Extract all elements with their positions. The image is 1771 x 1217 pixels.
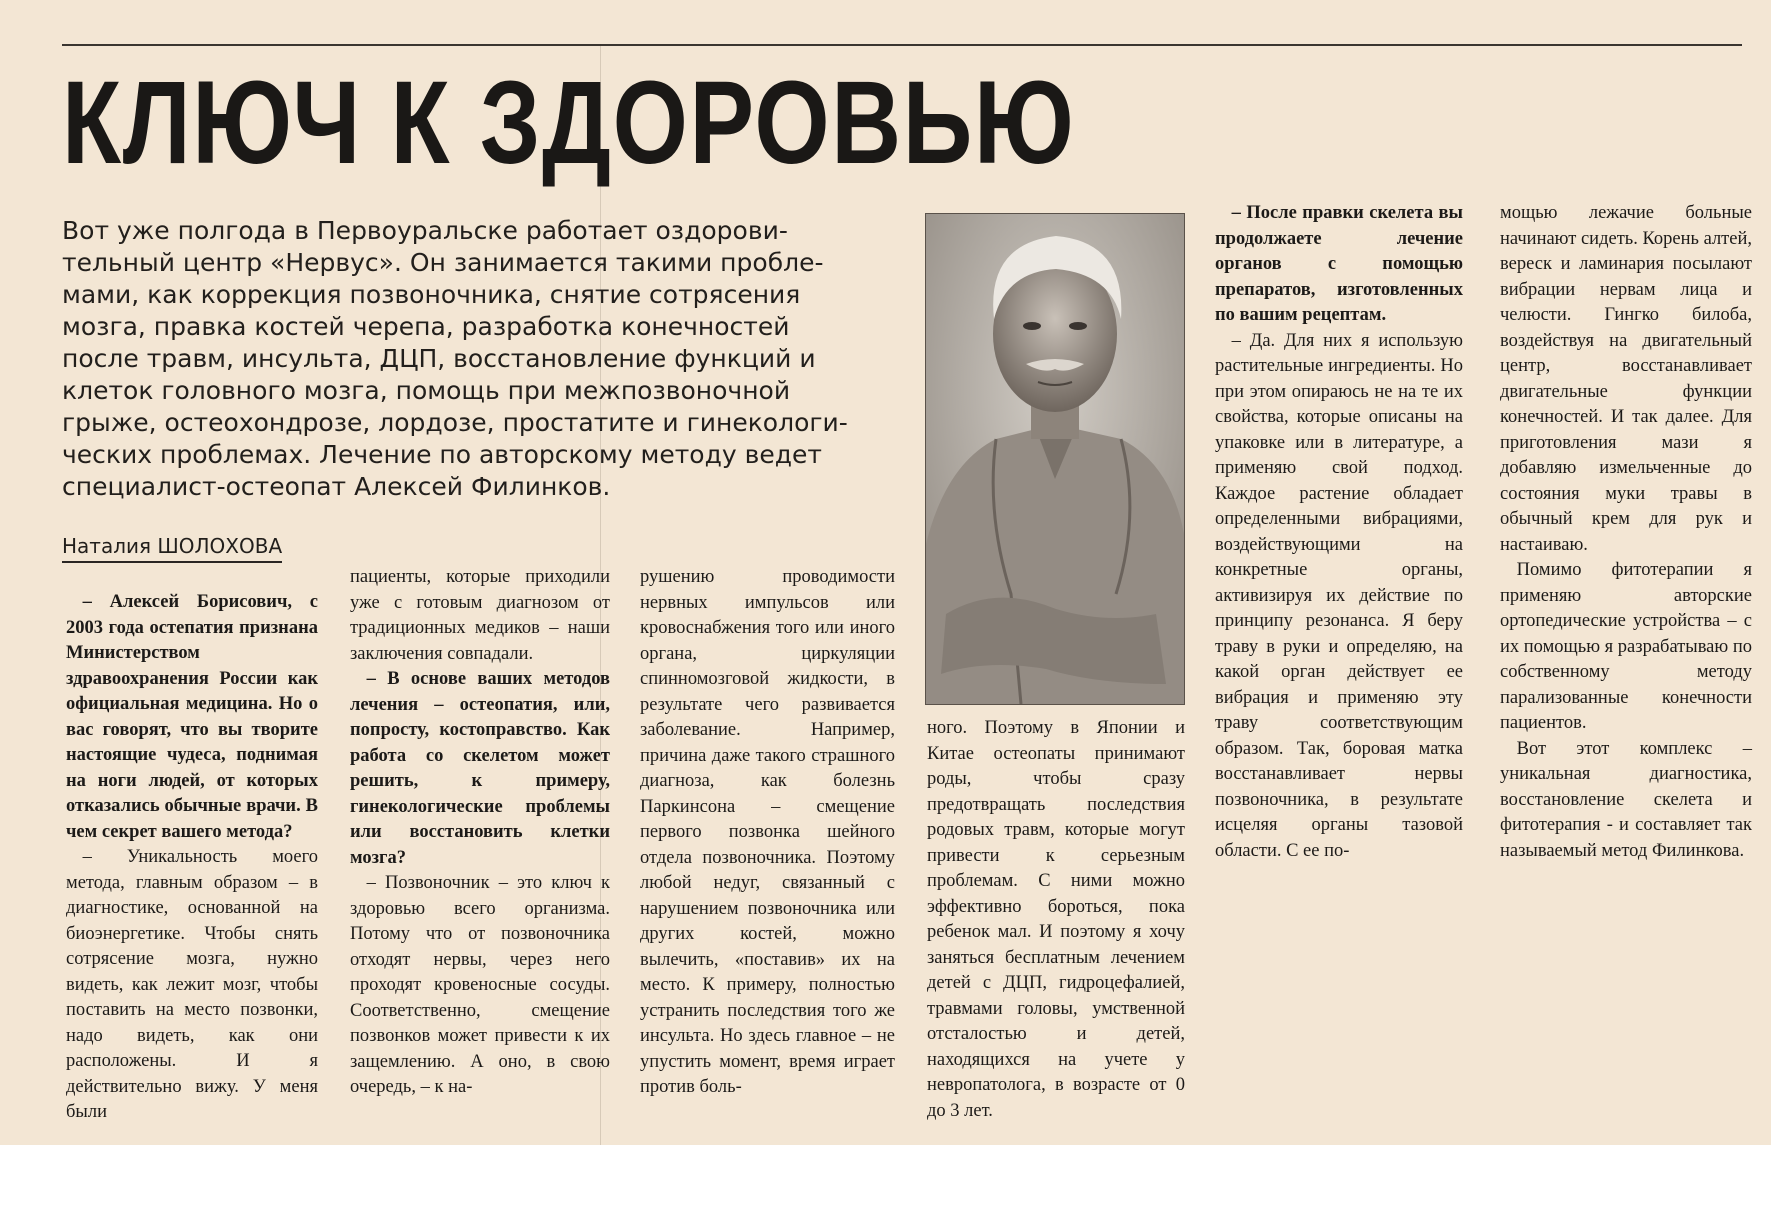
column-1 <box>66 590 318 1126</box>
lead-line: грыже, остеохондрозе, лордозе, простатите и гинекологи- <box>62 408 848 437</box>
column-3 <box>640 565 895 1101</box>
lead-line: ческих проблемах. Лечение по авторскому методу ведет <box>62 440 822 469</box>
lead-paragraph <box>62 215 902 503</box>
lead-line: Вот уже полгода в Первоуральске работает оздорови- <box>62 216 788 245</box>
interview-answer: мощью лежачие больные начинают сидеть. Корень алтей, вереск и ламинария посылают вибрации нервам лица и челюсти. Гингко билоба, воздействуя на двигательный центр, восстанавливает двигательные функции конечностей. И так далее. Для приготовления мази я добавляю измельченные до состояния муки травы в обычный крем для рук и настаиваю. <box>1500 203 1752 555</box>
lead-line: специалист-остеопат Алексей Филинков. <box>62 472 611 501</box>
top-rule <box>62 44 1742 46</box>
interview-answer: Помимо фитотерапии я применяю авторские ортопедические устройства – с их помощью я разрабатываю по собственному методу парализованные конечности пациентов. <box>1500 560 1752 733</box>
headline: КЛЮЧ К ЗДОРОВЬЮ <box>62 57 1076 189</box>
interview-answer: рушению проводимости нервных импульсов или кровоснабжения того или иного органа, циркуляции спинномозговой жидкости, в результате чего развивается заболевание. Например, причина даже такого страшного диагноза, как болезнь Паркинсона – смещение первого позвонка шейного отдела позвоночника. Поэтому любой недуг, связанный с нарушением позвоночника или других костей, можно вылечить, «поставив» их на место. К примеру, полностью устранить последствия того же инсульта. Но здесь главное – не упустить момент, время играет против боль- <box>640 567 895 1097</box>
interview-question: – Алексей Борисович, с 2003 года остепатия признана Министерством здравоохранения России как официальная медицина. Но о вас говорят, что вы творите настоящие чудеса, поднимая на ноги людей, от которых отказались обычные врачи. В чем секрет вашего метода? <box>66 592 318 842</box>
portrait-photo-image <box>926 214 1184 704</box>
lead-line: мозга, правка костей черепа, разработка конечностей <box>62 312 790 341</box>
column-5 <box>1215 201 1463 864</box>
column-2 <box>350 565 610 1101</box>
column-4 <box>927 716 1185 1124</box>
byline: Наталия ШОЛОХОВА <box>62 533 282 563</box>
column-6 <box>1500 201 1752 864</box>
interview-answer: – Да. Для них я использую растительные ингредиенты. Но при этом опираюсь не на те их свойства, которые описаны на упаковке или в литературе, а применяю свой подход. Каждое растение обладает определенными вибрациями, воздействующими на конкретные органы, активизируя их действие по принципу резонанса. Я беру траву в руки и определяю, на какой орган действует ее вибрация и применяю эту траву соответствующим образом. Так, боровая матка восстанавливает нервы позвоночника, в результате исцеляя органы тазовой области. С ее по- <box>1215 330 1463 861</box>
interview-question: – В основе ваших методов лечения – остеопатия, или, попросту, костоправство. Как работа со скелетом может решить, к примеру, гинекологические проблемы или восстановить клетки мозга? <box>350 669 610 868</box>
lead-line: клеток головного мозга, помощь при межпозвоночной <box>62 376 791 405</box>
interview-answer: Вот этот комплекс – уникальная диагностика, восстановление скелета и фитотерапия - и составляет так называемый метод Филинкова. <box>1500 738 1752 861</box>
portrait-photo <box>925 213 1185 705</box>
interview-answer: пациенты, которые приходили уже с готовым диагнозом от традиционных медиков – наши заключения совпадали. <box>350 567 610 664</box>
interview-answer: – Позвоночник – это ключ к здоровью всего организма. Потому что от позвоночника отходят нервы, через него проходят кровеносные сосуды. Соответственно, смещение позвонков может привести к их защемлению. А оно, в свою очередь, – к на- <box>350 873 610 1097</box>
lead-line: мами, как коррекция позвоночника, снятие сотрясения <box>62 280 801 309</box>
interview-question: – После правки скелета вы продолжаете лечение органов с помощью препаратов, изготовленных по вашим рецептам. <box>1215 203 1463 325</box>
lead-line: тельный центр «Нервус». Он занимается такими пробле- <box>62 248 824 277</box>
interview-answer: ного. Поэтому в Японии и Китае остеопаты принимают роды, чтобы сразу предотвращать последствия родовых травм, которые могут привести к серьезным проблемам. С ними можно эффективно бороться, пока ребенок мал. И поэтому я хочу заняться бесплатным лечением детей с ДЦП, гидроцефалией, травмами головы, умственной отсталостью и детей, находящихся на учете у невропатолога, в возрасте от 0 до 3 лет. <box>927 718 1185 1121</box>
lead-line: после травм, инсульта, ДЦП, восстановление функций и <box>62 344 816 373</box>
interview-answer: – Уникальность моего метода, главным образом – в диагностике, основанной на биоэнергетике. Чтобы снять сотрясение мозга, нужно видеть, как лежит мозг, чтобы поставить на место позвонки, надо видеть, как они расположены. И я действительно вижу. У меня были <box>66 847 318 1122</box>
